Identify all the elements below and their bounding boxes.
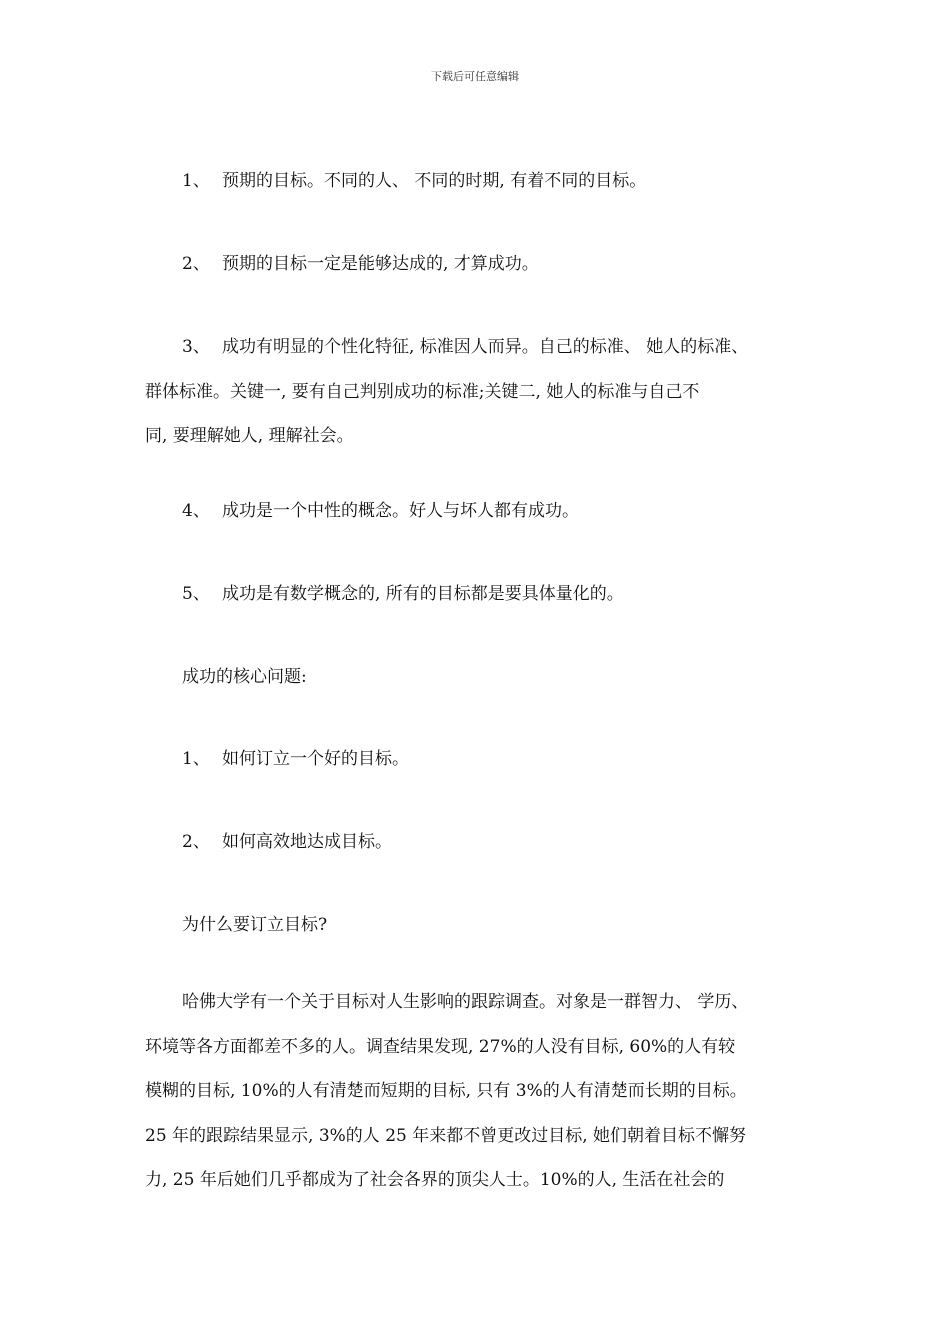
list-text: 预期的目标。不同的人、 不同的时期, 有着不同的目标。 [222,171,647,191]
list-number: 1、 [182,171,210,191]
list-item [145,325,815,459]
list-text-line: 群体标准。关键一, 要有自己判别成功的标准;关键二, 她人的标准与自己不 [145,381,700,402]
list-text: 成功是有数学概念的, 所有的目标都是要具体量化的。 [222,584,624,604]
paragraph-line: 25 年的跟踪结果显示, 3%的人 25 年来都不曾更改过目标, 她们朝着目标不懈努 [145,1125,747,1146]
list-text: 预期的目标一定是能够达成的, 才算成功。 [222,254,539,274]
page-header: 下载后可任意编辑 [431,70,519,83]
list-number: 3、 [182,337,210,357]
list-number: 2、 [182,254,210,274]
list-item [145,170,815,192]
section-heading [145,666,815,688]
list-text: 如何高效地达成目标。 [222,832,392,852]
list-item [145,583,815,605]
list-text-line: 成功有明显的个性化特征, 标准因人而异。自己的标准、 她人的标准、 [222,337,749,357]
list-number: 1、 [182,749,210,769]
paragraph-line: 模糊的目标, 10%的人有清楚而短期的目标, 只有 3%的人有清楚而长期的目标。 [145,1081,747,1101]
paragraph-line: 环境等各方面都差不多的人。调查结果发现, 27%的人没有目标, 60%的人有较 [145,1036,736,1057]
list-text: 成功是一个中性的概念。好人与坏人都有成功。 [222,501,579,521]
list-text-line: 同, 要理解她人, 理解社会。 [145,426,354,446]
list-number: 4、 [182,501,210,521]
paragraph-line: 哈佛大学有一个关于目标对人生影响的跟踪调查。对象是一群智力、 学历、 [182,992,749,1012]
list-number: 2、 [182,832,210,852]
list-item [145,831,815,853]
paragraph [145,980,815,1203]
list-item [145,253,815,275]
why-heading: 为什么要订立目标? [182,915,328,935]
core-heading: 成功的核心问题: [182,667,307,687]
list-number: 5、 [182,584,210,604]
list-item [145,748,815,770]
paragraph-line: 力, 25 年后她们几乎都成为了社会各界的顶尖人士。10%的人, 生活在社会的 [145,1170,725,1190]
section-heading [145,914,815,936]
list-text: 如何订立一个好的目标。 [222,749,409,769]
list-item [145,500,815,522]
